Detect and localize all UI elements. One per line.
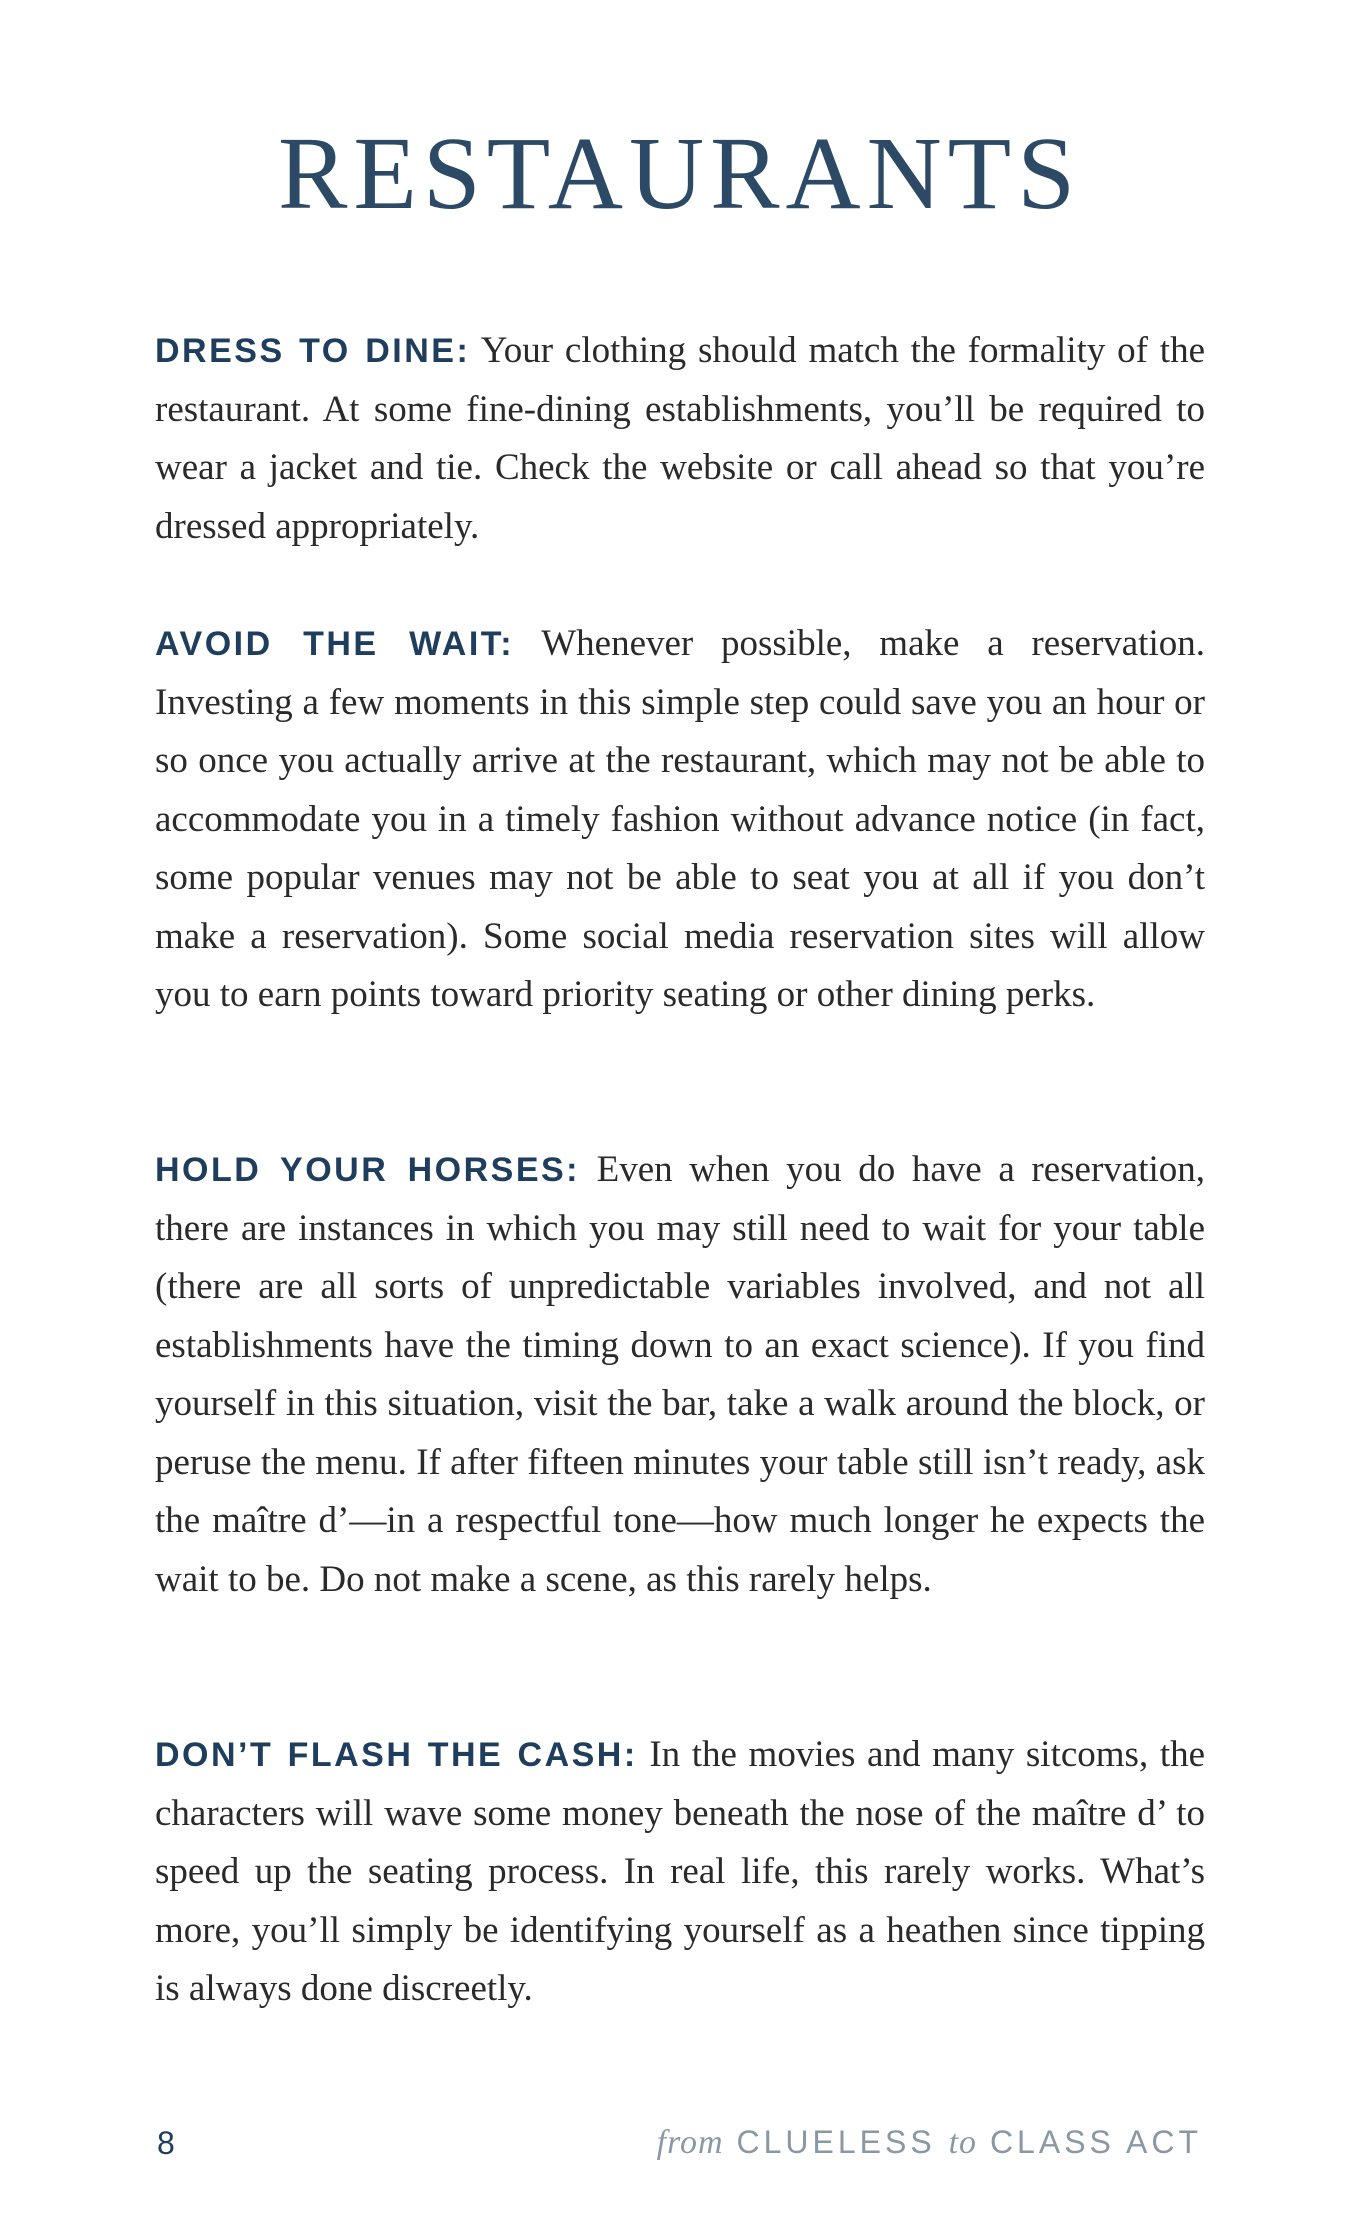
- footer-from: from: [656, 2124, 724, 2161]
- section-dont-flash-the-cash: [155, 1726, 1205, 2019]
- footer-book-part1: CLUELESS: [736, 2124, 936, 2160]
- page-title: RESTAURANTS: [277, 116, 1082, 231]
- section-avoid-the-wait: [155, 615, 1205, 1025]
- section-hold-your-horses: [155, 1141, 1205, 1609]
- section-heading: DON’T FLASH THE CASH:: [155, 1736, 638, 1774]
- section-body: Even when you do have a reservation, there are instances in which you may still need to wait for your table (there are all sorts of unpredictable variables involved, and not all establishments have the timing down to an exact science). If you find yourself in this situation, visit the bar, take a walk around the block, or peruse the menu. If after fifteen minutes your table still isn’t ready, ask the maître d’—in a respectful tone—how much longer he expects the wait to be. Do not make a scene, as this rarely helps.: [155, 1149, 1205, 1600]
- footer-book-part2: CLASS ACT: [989, 2124, 1202, 2160]
- running-footer-book-title: [657, 2124, 1202, 2162]
- section-heading: DRESS TO DINE:: [155, 332, 471, 370]
- section-heading: AVOID THE WAIT:: [155, 625, 515, 663]
- section-body: Your clothing should match the formality of the restaurant. At some fine-dining establishments, you’ll be required to wear a jacket and tie. Check the website or call ahead so that you’re dressed appropriately.: [155, 330, 1205, 547]
- section-dress-to-dine: [155, 322, 1205, 556]
- page-number: 8: [157, 2125, 175, 2161]
- section-body: In the movies and many sitcoms, the characters will wave some money beneath the nose of the maître d’ to speed up the seating process. In real life, this rarely works. What’s more, you’ll simply be identifying yourself as a heathen since tipping is always done discreetly.: [155, 1734, 1206, 2009]
- section-body: Whenever possible, make a reservation. Investing a few moments in this simple step could save you an hour or so once you actually arrive at the restaurant, which may not be able to accommodate you in a timely fashion without advance notice (in fact, some popular venues may not be able to seat you at all if you don’t make a reservation). Some social media reservation sites will allow you to earn points toward priority seating or other dining perks.: [155, 623, 1205, 1015]
- section-heading: HOLD YOUR HORSES:: [155, 1151, 581, 1189]
- footer-to: to: [948, 2124, 978, 2161]
